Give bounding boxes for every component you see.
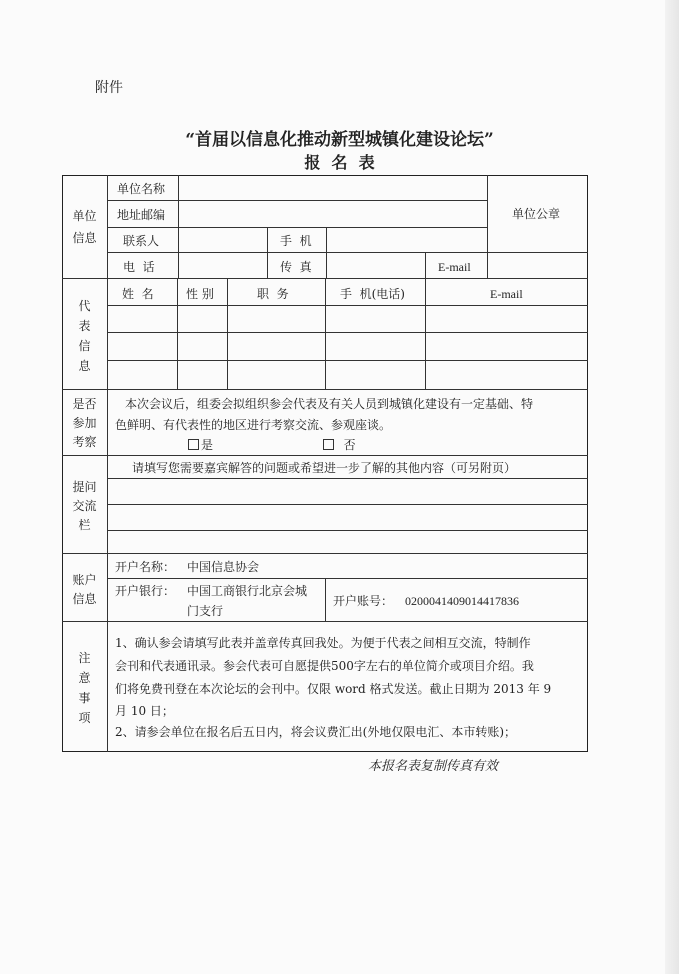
rep-header-name: 姓 名	[122, 287, 154, 301]
inspection-text-line1: 本次会议后，组委会拟组织参会代表及有关人员到城镇化建设有一定基础、特	[125, 397, 534, 411]
unit-name-label: 单位名称	[117, 182, 166, 196]
inspection-yes-option[interactable]: 是	[188, 438, 213, 452]
representative-row[interactable]	[108, 306, 587, 332]
account-section-label: 账户 信息	[72, 573, 97, 606]
divider	[62, 455, 588, 456]
phone-label: 电 话	[123, 260, 155, 274]
form-title: “首届以信息化推动新型城镇化建设论坛”	[185, 130, 494, 150]
unit-seal-label: 单位公章	[512, 207, 561, 221]
divider	[178, 175, 179, 278]
contact-person-label: 联系人	[123, 234, 160, 248]
inspection-section-label: 是否 参加 考察	[72, 397, 97, 449]
questions-section-label: 提问 交流 栏	[72, 480, 97, 532]
question-line[interactable]	[108, 531, 587, 553]
phone-field[interactable]	[180, 254, 266, 277]
divider	[62, 553, 588, 554]
mobile-label: 手 机	[280, 234, 312, 248]
inspection-text-line2: 色鲜明、有代表性的地区进行考察交流、参观座谈。	[115, 418, 392, 432]
question-line[interactable]	[108, 479, 587, 504]
divider	[62, 389, 588, 390]
unit-seal-area[interactable]	[489, 177, 586, 251]
form-subtitle: 报 名 表	[304, 153, 375, 172]
email-label: E-mail	[438, 260, 471, 274]
questions-prompt: 请填写您需要嘉宾解答的问题或希望进一步了解的其他内容（可另附页）	[132, 461, 517, 475]
divider	[107, 578, 588, 579]
inspection-no-option[interactable]: 否	[323, 438, 356, 452]
account-name-label: 开户名称：	[115, 560, 176, 574]
divider	[487, 175, 488, 278]
rep-header-title: 职 务	[257, 287, 289, 301]
unit-name-field[interactable]	[180, 177, 485, 199]
divider	[107, 200, 487, 201]
mobile-field[interactable]	[328, 229, 486, 251]
note-1-line4: 月 10 日；	[115, 704, 174, 718]
note-1-line1: 1、确认参会请填写此表并盖章传真回我处。为便于代表之间相互交流，特制作	[115, 636, 531, 650]
divider	[326, 227, 327, 278]
rep-header-gender: 性 别	[186, 287, 214, 301]
rep-header-phone: 手 机(电话)	[340, 287, 405, 301]
attachment-label: 附件	[95, 80, 123, 96]
note-2: 2、请参会单位在报名后五日内，将会议费汇出(外地仅限电汇、本市转账)；	[115, 725, 517, 739]
fax-field[interactable]	[328, 254, 424, 277]
email-field[interactable]	[489, 254, 586, 277]
account-number-value: 0200041409014417836	[405, 594, 519, 608]
divider	[62, 621, 588, 622]
bank-value-line1: 中国工商银行北京会城	[187, 584, 308, 598]
unit-info-section-label: 单位 信息	[72, 209, 97, 245]
bank-label: 开户银行：	[115, 584, 176, 598]
question-line[interactable]	[108, 505, 587, 530]
note-1-line2: 会刊和代表通讯录。参会代表可自愿提供500字左右的单位简介或项目介绍。我	[115, 659, 534, 673]
rep-header-email: E-mail	[490, 287, 523, 301]
divider	[107, 227, 487, 228]
note-1-line3: 们将免费刊登在本次论坛的会刊中。仅限 word 格式发送。截止日期为 2013 年 9	[115, 682, 552, 696]
representatives-section-label: 代 表 信 息	[78, 299, 91, 373]
representative-row[interactable]	[108, 361, 587, 389]
address-postcode-label: 地址邮编	[117, 208, 166, 222]
divider	[107, 175, 108, 752]
account-name-value: 中国信息协会	[187, 560, 260, 574]
address-postcode-field[interactable]	[180, 202, 485, 226]
no-checkbox[interactable]	[323, 439, 334, 450]
representative-row[interactable]	[108, 333, 587, 360]
account-number-label: 开户账号：	[333, 594, 394, 608]
divider	[267, 227, 268, 278]
notes-section-label: 注 意 事 项	[78, 651, 91, 725]
divider	[107, 252, 588, 253]
footer-note: 本报名表复制传真有效	[368, 759, 499, 774]
yes-checkbox[interactable]	[188, 439, 199, 450]
divider	[425, 252, 426, 278]
contact-person-field[interactable]	[180, 229, 266, 251]
divider	[325, 578, 326, 621]
fax-label: 传 真	[280, 260, 312, 274]
bank-value-line2: 门支行	[187, 604, 224, 618]
